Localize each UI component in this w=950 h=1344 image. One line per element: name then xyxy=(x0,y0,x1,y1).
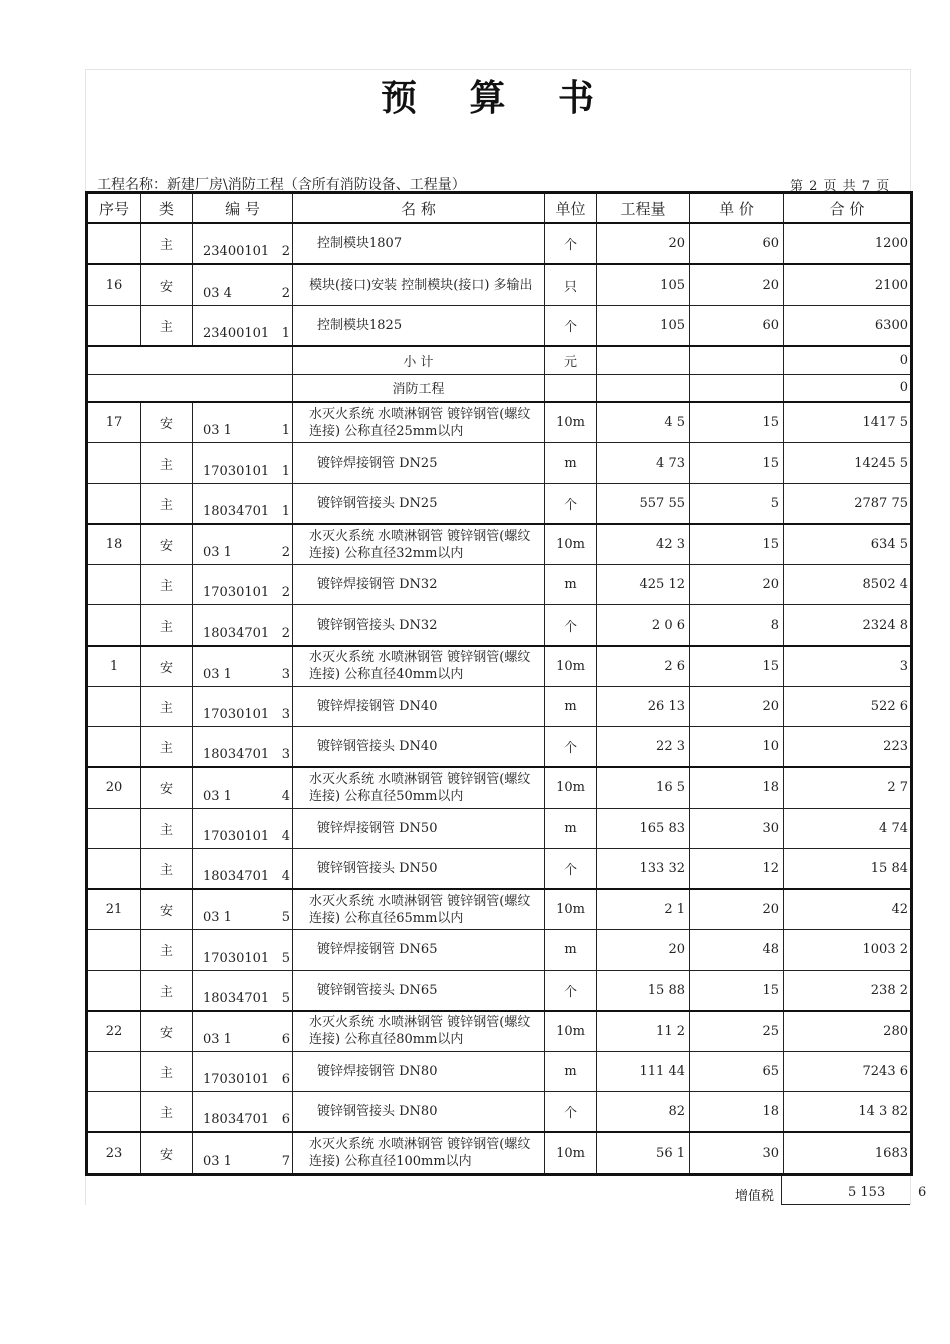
row-name-text: 镀锌钢管接头 DN25 xyxy=(317,495,438,511)
header-cell: 名 称 xyxy=(293,193,545,224)
row-quantity: 105 xyxy=(597,305,690,346)
row-name-text: 控制模块1825 xyxy=(317,317,403,333)
table-row xyxy=(87,767,912,808)
row-name xyxy=(293,1052,545,1092)
row-number xyxy=(87,808,141,848)
row-code-suffix: 5 xyxy=(281,910,290,926)
row-number xyxy=(87,848,141,889)
row-name xyxy=(293,565,545,605)
row-code-suffix: 5 xyxy=(281,990,290,1006)
row-name-text: 镀锌焊接钢管 DN65 xyxy=(317,942,438,958)
row-name xyxy=(293,970,545,1011)
row-unit: 个 xyxy=(545,848,597,889)
tax-value: 5 153 xyxy=(848,1185,886,1200)
row-unit-price: 20 xyxy=(690,686,784,726)
row-number: 18 xyxy=(87,524,141,565)
table-row xyxy=(87,264,912,305)
row-unit-price: 18 xyxy=(690,1092,784,1133)
row-total: 7243 6 xyxy=(784,1052,912,1092)
row-quantity: 425 12 xyxy=(597,565,690,605)
row-code-suffix: 4 xyxy=(281,869,290,885)
row-code-main: 18034701 xyxy=(203,990,270,1006)
row-category: 安 xyxy=(141,1132,193,1174)
row-code xyxy=(193,524,293,565)
row-code-main: 03 1 xyxy=(203,1154,232,1169)
row-name-text: 水灭火系统 水喷淋钢管 镀锌钢管(螺纹连接) 公称直径25mm以内 xyxy=(309,406,531,439)
row-unit-price: 60 xyxy=(690,223,784,264)
row-name xyxy=(293,686,545,726)
table-row xyxy=(87,305,912,346)
table-row xyxy=(87,605,912,646)
row-category: 主 xyxy=(141,605,193,646)
row-number: 21 xyxy=(87,889,141,930)
row-quantity: 11 2 xyxy=(597,1011,690,1052)
table-row xyxy=(87,727,912,768)
row-unit: 个 xyxy=(545,605,597,646)
row-category: 主 xyxy=(141,848,193,889)
row-quantity: 557 55 xyxy=(597,483,690,524)
row-category: 主 xyxy=(141,970,193,1011)
row-name xyxy=(293,1011,545,1052)
row-name xyxy=(293,1132,545,1174)
row-name-text: 镀锌钢管接头 DN65 xyxy=(317,982,438,998)
header-cell: 单位 xyxy=(545,193,597,224)
row-number: 23 xyxy=(87,1132,141,1174)
row-name-text: 镀锌焊接钢管 DN50 xyxy=(317,820,438,836)
row-number xyxy=(87,727,141,768)
row-number: 20 xyxy=(87,767,141,808)
row-name-text: 镀锌钢管接头 DN40 xyxy=(317,739,438,755)
row-unit: 个 xyxy=(545,727,597,768)
row-unit: m xyxy=(545,930,597,970)
row-number xyxy=(87,565,141,605)
row-code-suffix: 1 xyxy=(281,325,290,341)
row-name-text: 水灭火系统 水喷淋钢管 镀锌钢管(螺纹连接) 公称直径100mm以内 xyxy=(309,1137,531,1170)
row-name-text: 控制模块1807 xyxy=(317,236,403,252)
row-number xyxy=(87,1092,141,1133)
row-unit: 10m xyxy=(545,402,597,443)
row-number xyxy=(87,970,141,1011)
page-number: 第 2 页 共 7 页 xyxy=(790,179,891,194)
row-number xyxy=(87,223,141,264)
row-total: 1417 5 xyxy=(784,402,912,443)
row-code-suffix: 3 xyxy=(281,747,290,763)
row-code-main: 18034701 xyxy=(203,747,270,763)
table-row xyxy=(87,646,912,687)
row-category: 安 xyxy=(141,402,193,443)
row-total: 14245 5 xyxy=(784,443,912,483)
row-name xyxy=(293,264,545,305)
row-category: 安 xyxy=(141,767,193,808)
table-row xyxy=(87,223,912,264)
section-total: 0 xyxy=(784,374,912,402)
row-total: 2 7 xyxy=(784,767,912,808)
row-code-main: 03 1 xyxy=(203,666,232,682)
row-quantity: 16 5 xyxy=(597,767,690,808)
row-unit: 个 xyxy=(545,970,597,1011)
row-name xyxy=(293,1092,545,1133)
row-code-suffix: 4 xyxy=(281,828,290,844)
row-category: 安 xyxy=(141,1011,193,1052)
row-category: 主 xyxy=(141,727,193,768)
row-unit-price: 30 xyxy=(690,1132,784,1174)
row-name-text: 镀锌焊接钢管 DN80 xyxy=(317,1064,438,1080)
row-code-main: 17030101 xyxy=(203,585,270,601)
row-code-suffix: 2 xyxy=(281,585,290,601)
row-unit-price: 15 xyxy=(690,402,784,443)
row-code xyxy=(193,646,293,687)
row-category: 主 xyxy=(141,686,193,726)
row-code-main: 23400101 xyxy=(203,244,270,260)
row-name-text: 镀锌钢管接头 DN80 xyxy=(317,1104,438,1120)
row-unit-price: 5 xyxy=(690,483,784,524)
document-title: 预 算 书 xyxy=(380,77,615,119)
row-name xyxy=(293,808,545,848)
row-category: 安 xyxy=(141,889,193,930)
row-quantity: 2 6 xyxy=(597,646,690,687)
row-code-main: 18034701 xyxy=(203,625,270,641)
row-code-main: 03 1 xyxy=(203,1032,232,1047)
row-unit: 10m xyxy=(545,1011,597,1052)
table-row xyxy=(87,1011,912,1052)
row-unit-price: 48 xyxy=(690,930,784,970)
row-quantity: 2 1 xyxy=(597,889,690,930)
table-row xyxy=(87,1052,912,1092)
row-total: 15 84 xyxy=(784,848,912,889)
row-unit-price: 8 xyxy=(690,605,784,646)
row-total: 4 74 xyxy=(784,808,912,848)
row-number xyxy=(87,305,141,346)
row-unit: 10m xyxy=(545,767,597,808)
row-name xyxy=(293,305,545,346)
tax-label: 增值税 xyxy=(735,1189,775,1204)
header-cell: 类 xyxy=(141,193,193,224)
row-total: 3 xyxy=(784,646,912,687)
row-code xyxy=(193,727,293,768)
row-code xyxy=(193,1011,293,1052)
section-unit xyxy=(545,374,597,402)
row-number: 1 xyxy=(87,646,141,687)
subtotal-quantity xyxy=(597,346,690,374)
table-row xyxy=(87,443,912,483)
row-unit: 10m xyxy=(545,889,597,930)
subtotal-price xyxy=(690,346,784,374)
row-unit: 只 xyxy=(545,264,597,305)
row-quantity: 20 xyxy=(597,223,690,264)
row-code xyxy=(193,1132,293,1174)
row-unit-price: 60 xyxy=(690,305,784,346)
row-unit-price: 15 xyxy=(690,646,784,687)
row-name xyxy=(293,848,545,889)
row-unit-price: 15 xyxy=(690,970,784,1011)
row-code xyxy=(193,1052,293,1092)
table-row xyxy=(87,1132,912,1174)
row-total: 2787 75 xyxy=(784,483,912,524)
row-name-text: 水灭火系统 水喷淋钢管 镀锌钢管(螺纹连接) 公称直径65mm以内 xyxy=(309,893,531,926)
table-row xyxy=(87,970,912,1011)
row-unit: m xyxy=(545,808,597,848)
row-quantity: 22 3 xyxy=(597,727,690,768)
row-unit: m xyxy=(545,686,597,726)
row-code-main: 03 1 xyxy=(203,788,232,804)
row-unit-price: 30 xyxy=(690,808,784,848)
row-quantity: 82 xyxy=(597,1092,690,1133)
row-unit-price: 18 xyxy=(690,767,784,808)
row-total: 1003 2 xyxy=(784,930,912,970)
row-number: 17 xyxy=(87,402,141,443)
table-row xyxy=(87,1092,912,1133)
row-name-text: 水灭火系统 水喷淋钢管 镀锌钢管(螺纹连接) 公称直径50mm以内 xyxy=(309,771,531,804)
row-code-suffix: 5 xyxy=(281,950,290,966)
table-row xyxy=(87,808,912,848)
row-code-suffix: 4 xyxy=(281,788,290,804)
row-code-suffix: 2 xyxy=(281,244,290,260)
row-number xyxy=(87,483,141,524)
table-row xyxy=(87,889,912,930)
row-code xyxy=(193,686,293,726)
header-cell: 合 价 xyxy=(784,193,912,224)
row-code xyxy=(193,605,293,646)
row-total: 2100 xyxy=(784,264,912,305)
row-quantity: 56 1 xyxy=(597,1132,690,1174)
row-name-text: 镀锌焊接钢管 DN25 xyxy=(317,455,438,471)
row-name xyxy=(293,223,545,264)
header-cell: 单 价 xyxy=(690,193,784,224)
row-name xyxy=(293,402,545,443)
row-unit: 个 xyxy=(545,305,597,346)
row-category: 安 xyxy=(141,264,193,305)
row-unit-price: 12 xyxy=(690,848,784,889)
row-total: 42 xyxy=(784,889,912,930)
row-code-suffix: 1 xyxy=(281,463,290,479)
row-code-main: 17030101 xyxy=(203,950,270,966)
row-quantity: 15 88 xyxy=(597,970,690,1011)
row-quantity: 105 xyxy=(597,264,690,305)
row-name xyxy=(293,727,545,768)
row-name xyxy=(293,605,545,646)
row-name xyxy=(293,767,545,808)
row-category: 安 xyxy=(141,524,193,565)
row-unit: 10m xyxy=(545,524,597,565)
subtotal-total: 0 xyxy=(784,346,912,374)
row-category: 主 xyxy=(141,1092,193,1133)
row-total: 2324 8 xyxy=(784,605,912,646)
row-total: 1200 xyxy=(784,223,912,264)
row-quantity: 4 5 xyxy=(597,402,690,443)
row-code xyxy=(193,565,293,605)
row-name-text: 水灭火系统 水喷淋钢管 镀锌钢管(螺纹连接) 公称直径40mm以内 xyxy=(309,650,531,683)
header-cell: 工程量 xyxy=(597,193,690,224)
row-code xyxy=(193,264,293,305)
table-row xyxy=(87,483,912,524)
row-quantity: 4 73 xyxy=(597,443,690,483)
row-total: 6300 xyxy=(784,305,912,346)
row-category: 安 xyxy=(141,646,193,687)
row-unit: 个 xyxy=(545,1092,597,1133)
row-code-suffix: 6 xyxy=(281,1032,290,1047)
row-code xyxy=(193,223,293,264)
row-name xyxy=(293,646,545,687)
row-unit-price: 15 xyxy=(690,524,784,565)
row-code-suffix: 2 xyxy=(281,625,290,641)
row-number xyxy=(87,443,141,483)
budget-table xyxy=(85,191,913,1176)
row-unit: m xyxy=(545,1052,597,1092)
row-code xyxy=(193,483,293,524)
subtotal-row xyxy=(87,346,912,374)
subtotal-label: 小 计 xyxy=(293,346,545,374)
table-header-row xyxy=(87,193,912,224)
table-row xyxy=(87,524,912,565)
row-code-main: 23400101 xyxy=(203,325,270,341)
row-category: 主 xyxy=(141,443,193,483)
row-name xyxy=(293,443,545,483)
row-number xyxy=(87,1052,141,1092)
row-name xyxy=(293,930,545,970)
row-name xyxy=(293,524,545,565)
table-row xyxy=(87,686,912,726)
row-code-main: 17030101 xyxy=(203,828,270,844)
row-name xyxy=(293,483,545,524)
row-code-main: 03 1 xyxy=(203,423,232,439)
row-code-main: 17030101 xyxy=(203,463,270,479)
row-number xyxy=(87,605,141,646)
row-code-suffix: 7 xyxy=(281,1154,290,1169)
row-code-main: 18034701 xyxy=(203,1112,270,1128)
row-number xyxy=(87,930,141,970)
row-code-suffix: 3 xyxy=(281,707,290,723)
row-total: 14 3 82 xyxy=(784,1092,912,1133)
row-code xyxy=(193,443,293,483)
subtotal-unit: 元 xyxy=(545,346,597,374)
row-number: 16 xyxy=(87,264,141,305)
row-unit: 10m xyxy=(545,646,597,687)
row-quantity: 165 83 xyxy=(597,808,690,848)
row-quantity: 42 3 xyxy=(597,524,690,565)
row-code-main: 03 4 xyxy=(203,285,232,301)
tax-extra: 6 xyxy=(918,1185,927,1200)
table-row xyxy=(87,402,912,443)
row-name-text: 镀锌焊接钢管 DN32 xyxy=(317,577,438,593)
row-code xyxy=(193,848,293,889)
header-cell: 序号 xyxy=(87,193,141,224)
row-category: 主 xyxy=(141,223,193,264)
row-name-text: 模块(接口)安装 控制模块(接口) 多输出 xyxy=(309,277,533,293)
row-unit: m xyxy=(545,443,597,483)
row-code-suffix: 6 xyxy=(281,1112,290,1128)
project-name: 工程名称：新建厂房\消防工程（含所有消防设备、工程量） xyxy=(97,177,466,193)
row-name-text: 镀锌焊接钢管 DN40 xyxy=(317,699,438,714)
row-total: 238 2 xyxy=(784,970,912,1011)
row-code xyxy=(193,970,293,1011)
row-code-suffix: 2 xyxy=(281,545,290,561)
row-quantity: 133 32 xyxy=(597,848,690,889)
row-code-main: 18034701 xyxy=(203,503,270,519)
row-code xyxy=(193,808,293,848)
row-unit-price: 20 xyxy=(690,565,784,605)
row-unit-price: 25 xyxy=(690,1011,784,1052)
row-quantity: 111 44 xyxy=(597,1052,690,1092)
header-cell: 编 号 xyxy=(193,193,293,224)
section-row xyxy=(87,374,912,402)
subtotal-spacer xyxy=(87,346,293,374)
row-unit-price: 10 xyxy=(690,727,784,768)
row-code-suffix: 1 xyxy=(281,503,290,519)
row-code xyxy=(193,767,293,808)
row-total: 522 6 xyxy=(784,686,912,726)
row-total: 634 5 xyxy=(784,524,912,565)
row-code xyxy=(193,305,293,346)
row-code xyxy=(193,930,293,970)
row-total: 280 xyxy=(784,1011,912,1052)
row-category: 主 xyxy=(141,1052,193,1092)
row-code xyxy=(193,402,293,443)
row-unit: m xyxy=(545,565,597,605)
row-unit: 个 xyxy=(545,483,597,524)
table-row xyxy=(87,848,912,889)
row-total: 8502 4 xyxy=(784,565,912,605)
table-row xyxy=(87,930,912,970)
row-unit-price: 15 xyxy=(690,443,784,483)
row-number: 22 xyxy=(87,1011,141,1052)
row-code-main: 03 1 xyxy=(203,545,232,561)
row-unit-price: 65 xyxy=(690,1052,784,1092)
row-quantity: 20 xyxy=(597,930,690,970)
row-code-suffix: 3 xyxy=(281,666,290,682)
row-unit: 10m xyxy=(545,1132,597,1174)
row-unit-price: 20 xyxy=(690,889,784,930)
row-name xyxy=(293,889,545,930)
row-category: 主 xyxy=(141,808,193,848)
row-total: 1683 xyxy=(784,1132,912,1174)
section-quantity xyxy=(597,374,690,402)
row-name-text: 水灭火系统 水喷淋钢管 镀锌钢管(螺纹连接) 公称直径80mm以内 xyxy=(309,1015,531,1048)
row-code-main: 17030101 xyxy=(203,707,270,723)
row-code xyxy=(193,889,293,930)
row-category: 主 xyxy=(141,565,193,605)
row-code-suffix: 1 xyxy=(281,423,290,439)
row-number xyxy=(87,686,141,726)
tax-box xyxy=(781,1176,910,1205)
row-unit: 个 xyxy=(545,223,597,264)
section-price xyxy=(690,374,784,402)
row-category: 主 xyxy=(141,305,193,346)
row-quantity: 2 0 6 xyxy=(597,605,690,646)
row-code-main: 18034701 xyxy=(203,869,270,885)
row-name-text: 镀锌钢管接头 DN32 xyxy=(317,617,438,633)
row-code xyxy=(193,1092,293,1133)
section-label: 消防工程 xyxy=(293,374,545,402)
row-name-text: 镀锌钢管接头 DN50 xyxy=(317,860,438,876)
row-code-main: 17030101 xyxy=(203,1072,270,1088)
row-quantity: 26 13 xyxy=(597,686,690,726)
row-category: 主 xyxy=(141,483,193,524)
row-category: 主 xyxy=(141,930,193,970)
row-name-text: 水灭火系统 水喷淋钢管 镀锌钢管(螺纹连接) 公称直径32mm以内 xyxy=(309,528,531,561)
row-code-main: 03 1 xyxy=(203,910,232,926)
row-code-suffix: 2 xyxy=(281,285,290,301)
row-total: 223 xyxy=(784,727,912,768)
row-code-suffix: 6 xyxy=(281,1072,290,1088)
table-row xyxy=(87,565,912,605)
section-spacer xyxy=(87,374,293,402)
row-unit-price: 20 xyxy=(690,264,784,305)
